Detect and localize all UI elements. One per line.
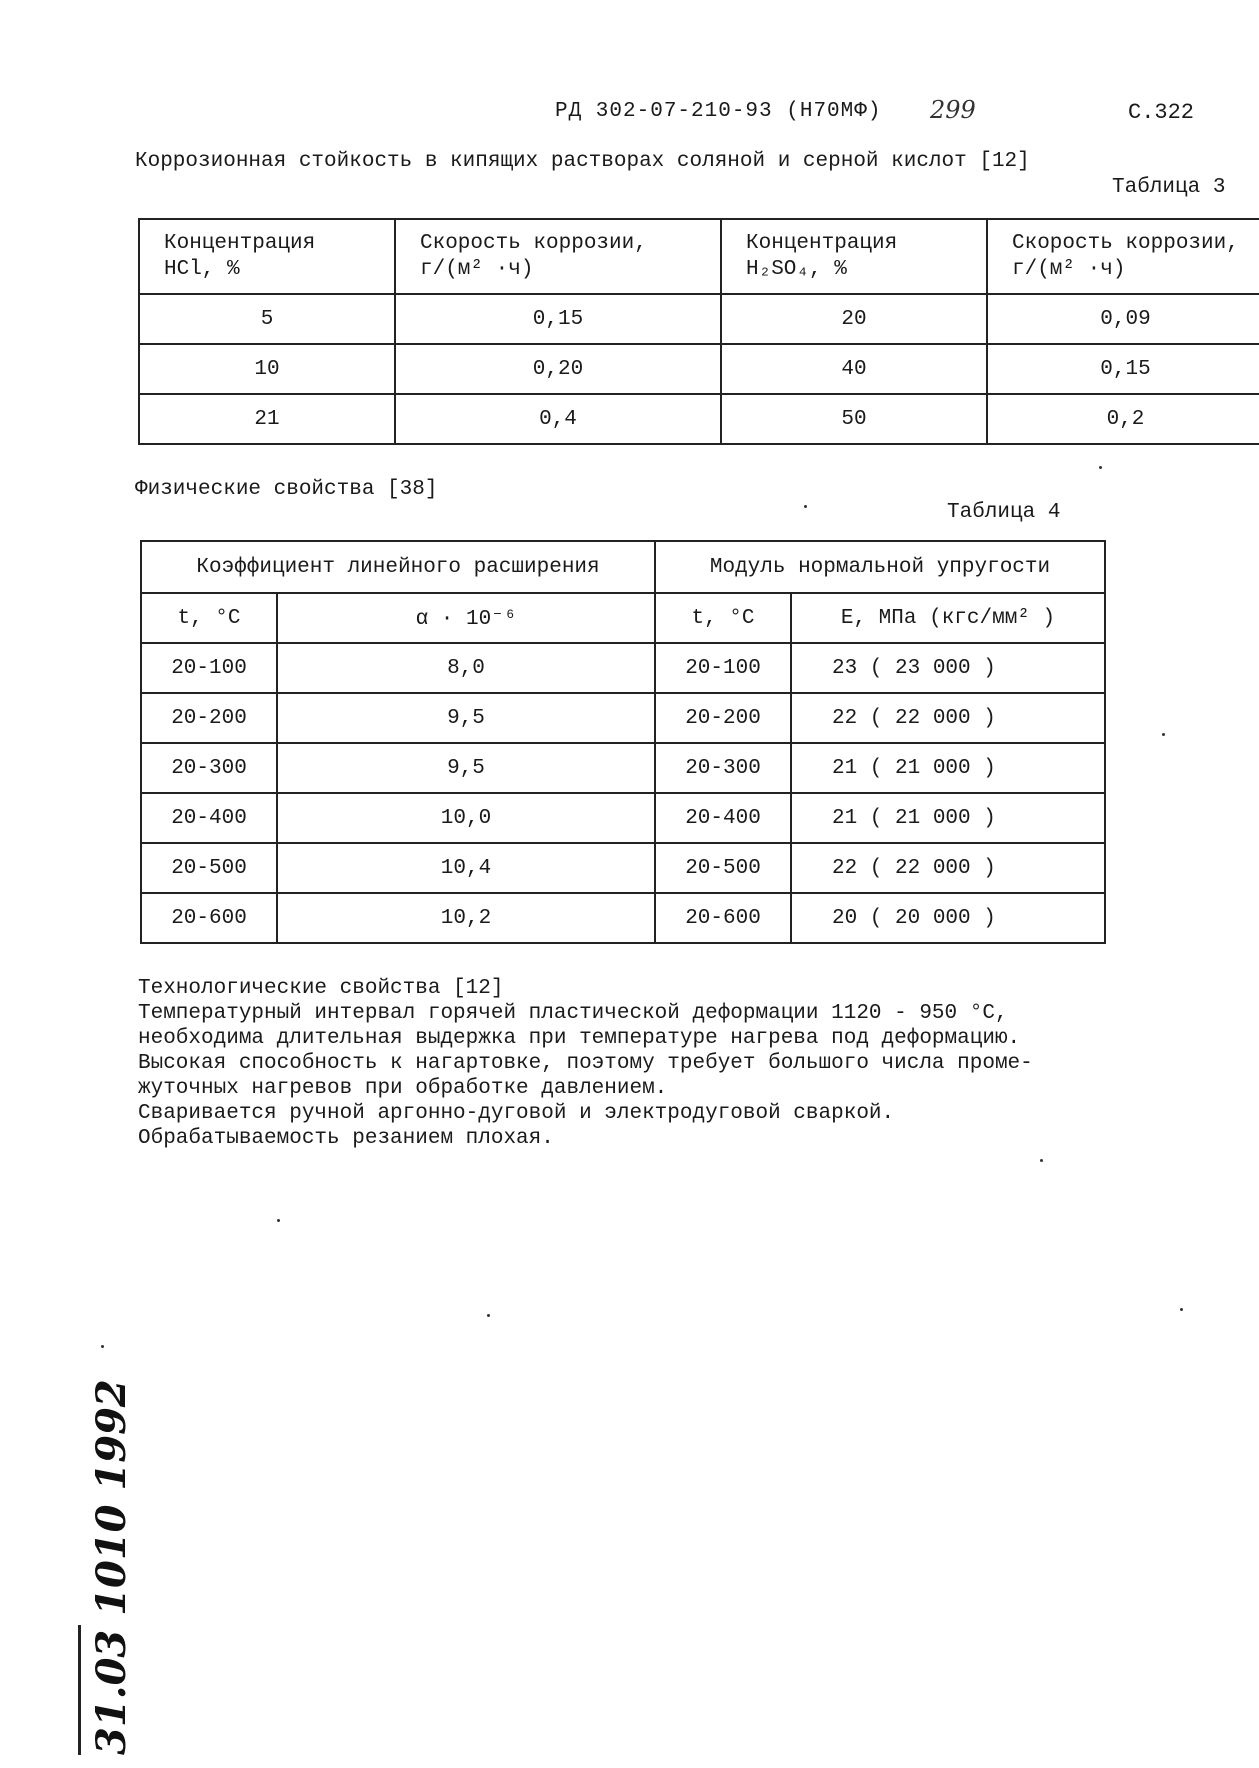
table-cell: 40 (721, 344, 987, 394)
table-cell: 20-500 (141, 843, 277, 893)
table-row (141, 793, 1105, 843)
table-cell: 20-300 (655, 743, 791, 793)
table-cell: 8,0 (277, 643, 655, 693)
group-header-expansion: Коэффициент линейного расширения (141, 541, 655, 593)
table4-caption: Физические свойства [38] (135, 478, 438, 501)
header-text: Скорость коррозии, (1012, 231, 1239, 255)
table-cell: 20-100 (655, 643, 791, 693)
table-cell: 10,0 (277, 793, 655, 843)
table-cell: 20-500 (655, 843, 791, 893)
header-cell-h2so4 (721, 219, 987, 294)
table3-caption: Коррозионная стойкость в кипящих растворах соляной и серной кислот [12] (135, 150, 1030, 173)
scan-speck (487, 1314, 490, 1317)
table-cell: 22 ( 22 000 ) (791, 693, 1105, 743)
document-code: РД 302-07-210-93 (Н70МФ) (555, 100, 882, 123)
table-group-header-row (141, 541, 1105, 593)
header-cell: t, °C (141, 593, 277, 643)
table-cell: 0,20 (395, 344, 721, 394)
table-cell: 20-300 (141, 743, 277, 793)
table-row (141, 743, 1105, 793)
table-cell: 20-400 (655, 793, 791, 843)
table-cell: 10,4 (277, 843, 655, 893)
table-cell: 22 ( 22 000 ) (791, 843, 1105, 893)
header-text: г/(м² ·ч) (1012, 257, 1126, 281)
table-cell: 0,15 (987, 344, 1259, 394)
scan-speck (101, 1345, 104, 1348)
table-cell: 23 ( 23 000 ) (791, 643, 1105, 693)
header-cell: t, °C (655, 593, 791, 643)
margin-note-text: 31.03 1010 1992 (88, 1379, 135, 1755)
header-cell-rate (395, 219, 721, 294)
group-header-modulus: Модуль нормальной упругости (655, 541, 1105, 593)
paragraph-line: Обрабатываемость резанием плохая. (138, 1127, 554, 1150)
header-text: г/(м² ·ч) (420, 257, 534, 281)
table-row (139, 344, 1259, 394)
table-row (141, 693, 1105, 743)
table-cell: 20 ( 20 000 ) (791, 893, 1105, 943)
table-cell: 0,15 (395, 294, 721, 344)
scan-speck (804, 505, 807, 508)
table-cell: 10 (139, 344, 395, 394)
header-cell-hcl (139, 219, 395, 294)
table-row (139, 294, 1259, 344)
header-text: Скорость коррозии, (420, 231, 647, 255)
table-cell: 21 (139, 394, 395, 444)
scan-speck (1180, 1308, 1183, 1311)
paragraph-line: Сваривается ручной аргонно-дуговой и электродуговой сваркой. (138, 1102, 895, 1125)
header-text: Концентрация (164, 231, 316, 255)
table-cell: 20 (721, 294, 987, 344)
header-cell: E, МПа (кгс/мм² ) (791, 593, 1105, 643)
table-cell: 21 ( 21 000 ) (791, 793, 1105, 843)
section-heading: Технологические свойства [12] (138, 977, 504, 1000)
table-cell: 20-100 (141, 643, 277, 693)
table-cell: 21 ( 21 000 ) (791, 743, 1105, 793)
scan-speck (1162, 733, 1165, 736)
page-number: С.322 (1128, 100, 1195, 125)
technological-properties (138, 976, 1218, 1151)
handwritten-margin-note (38, 1379, 148, 1765)
margin-underline (78, 1625, 81, 1755)
table-cell: 20-600 (141, 893, 277, 943)
scan-speck (277, 1219, 280, 1222)
table-cell: 0,2 (987, 394, 1259, 444)
corrosion-table (138, 218, 1259, 445)
header-text: Концентрация (746, 231, 898, 255)
table3-label: Таблица 3 (1112, 176, 1226, 199)
paragraph-line: необходима длительная выдержка при температуре нагрева под деформацию. (138, 1027, 1021, 1050)
table-cell: 5 (139, 294, 395, 344)
handwritten-page-number: 299 (930, 96, 976, 124)
paragraph-line: Высокая способность к нагартовке, поэтому требует большого числа проме- (138, 1052, 1033, 1075)
header-cell-rate-2 (987, 219, 1259, 294)
table-cell: 10,2 (277, 893, 655, 943)
table-cell: 20-400 (141, 793, 277, 843)
table-header-row (139, 219, 1259, 294)
table-cell: 9,5 (277, 743, 655, 793)
header-text: H₂SO₄, % (746, 257, 847, 281)
paragraph-line: жуточных нагревов при обработке давлением. (138, 1077, 668, 1100)
paragraph-line: Температурный интервал горячей пластической деформации 1120 - 950 °С, (138, 1002, 1008, 1025)
table-row (139, 394, 1259, 444)
scan-speck (1099, 466, 1102, 469)
header-cell: α · 10⁻⁶ (277, 593, 655, 643)
table-row (141, 843, 1105, 893)
table-cell: 20-200 (141, 693, 277, 743)
table-cell: 20-600 (655, 893, 791, 943)
physical-properties-table (140, 540, 1106, 944)
header-text: HCl, % (164, 257, 240, 281)
table-cell: 0,09 (987, 294, 1259, 344)
table-cell: 9,5 (277, 693, 655, 743)
scan-speck (1040, 1159, 1043, 1162)
table4-label: Таблица 4 (947, 501, 1061, 524)
table-cell: 50 (721, 394, 987, 444)
table-cell: 20-200 (655, 693, 791, 743)
table-header-row (141, 593, 1105, 643)
table-row (141, 643, 1105, 693)
table-row (141, 893, 1105, 943)
table-cell: 0,4 (395, 394, 721, 444)
